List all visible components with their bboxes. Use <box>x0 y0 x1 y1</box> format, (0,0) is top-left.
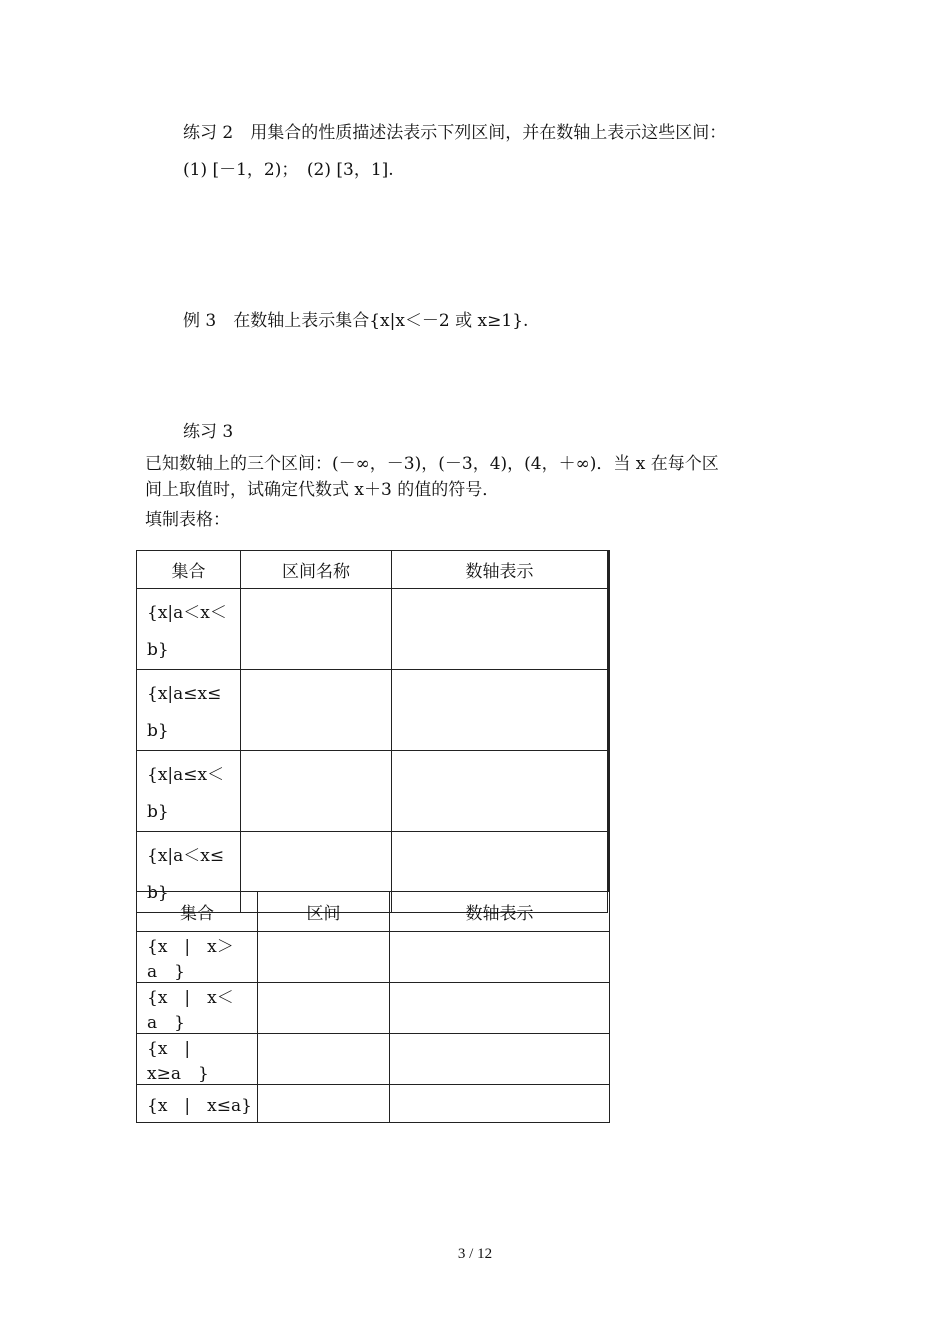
set-text-line: {x|a＜x≤ <box>147 846 225 866</box>
set-text-line: {x|a≤x＜ <box>147 765 225 785</box>
exercise-3-line-1: 已知数轴上的三个区间：(－∞，－3)，(－3，4)，(4，＋∞)．当 x 在每个区 <box>145 454 719 474</box>
table-row <box>137 932 610 983</box>
page-number: 3 / 12 <box>457 1246 493 1262</box>
table-row <box>137 1034 610 1085</box>
exercise-2-title: 练习 2 用集合的性质描述法表示下列区间，并在数轴上表示这些区间： <box>183 123 727 143</box>
number-line-cell <box>390 1034 610 1085</box>
interval-table-bounded <box>136 550 608 913</box>
exercise-3-title: 练习 3 <box>183 422 234 442</box>
header-number-line: 数轴表示 <box>390 892 610 932</box>
set-text-line: b} <box>147 721 169 741</box>
header-set: 集合 <box>137 892 258 932</box>
table-row <box>137 983 610 1034</box>
header-interval-name: 区间名称 <box>241 551 392 589</box>
set-cell <box>137 670 241 751</box>
exercise-3-line-3: 填制表格： <box>145 510 230 530</box>
set-text-line: b} <box>147 802 169 822</box>
number-line-cell <box>392 670 608 751</box>
interval-name-cell <box>241 751 392 832</box>
table-row <box>137 670 608 751</box>
exercise-3-line-2: 间上取值时，试确定代数式 x＋3 的值的符号． <box>145 480 500 500</box>
number-line-cell <box>390 983 610 1034</box>
set-text-line: {x|a＜x＜ <box>147 603 227 623</box>
set-cell <box>137 589 241 670</box>
interval-table-unbounded <box>136 891 610 1123</box>
number-line-cell <box>390 932 610 983</box>
set-text-line: b} <box>147 640 169 660</box>
interval-name-cell <box>241 589 392 670</box>
table-header-row <box>137 551 608 589</box>
set-cell <box>137 751 241 832</box>
table-edge-line <box>608 550 610 891</box>
number-line-cell <box>392 751 608 832</box>
interval-cell <box>258 1034 390 1085</box>
header-number-line: 数轴表示 <box>392 551 608 589</box>
table-header-row <box>137 892 610 932</box>
set-cell: {x | x≥a } <box>137 1034 258 1085</box>
set-cell: {x | x＞a } <box>137 932 258 983</box>
table-row <box>137 589 608 670</box>
number-line-cell <box>390 1085 610 1123</box>
table-row <box>137 1085 610 1123</box>
set-text-line: b} <box>147 883 169 903</box>
number-line-cell <box>392 589 608 670</box>
header-interval: 区间 <box>258 892 390 932</box>
header-set: 集合 <box>137 551 241 589</box>
exercise-2-items: (1) [－1，2)； (2) [3，1]. <box>183 160 394 180</box>
interval-cell <box>258 1085 390 1123</box>
set-text-line: {x|a≤x≤ <box>147 684 222 704</box>
interval-name-cell <box>241 670 392 751</box>
set-cell: {x | x≤a} <box>137 1085 258 1123</box>
interval-cell <box>258 983 390 1034</box>
table-row <box>137 751 608 832</box>
interval-cell <box>258 932 390 983</box>
set-cell: {x | x＜a } <box>137 983 258 1034</box>
example-3-text: 例 3 在数轴上表示集合{x|x＜－2 或 x≥1}. <box>183 311 529 331</box>
